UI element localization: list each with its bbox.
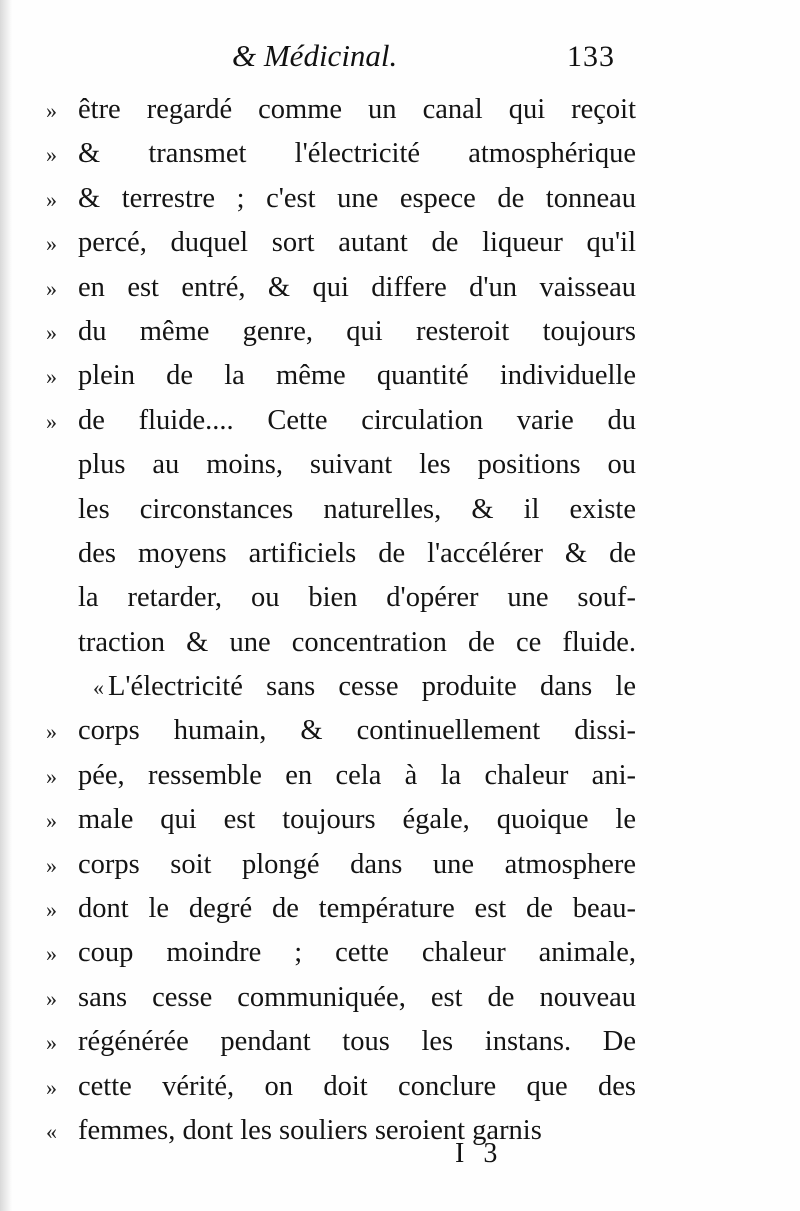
line-text: dont le degré de température est de beau- [78, 893, 636, 925]
line-text: femmes, dont les souliers seroient garnis [78, 1114, 542, 1146]
text-line [46, 665, 636, 709]
line-text: plus au moins, suivant les positions ou [78, 449, 636, 481]
text-line [46, 354, 636, 398]
text-line [46, 488, 636, 532]
text-line [46, 310, 636, 354]
line-text: traction & une concentration de ce fluide. [78, 626, 636, 658]
quote-mark: » [46, 319, 57, 345]
text-line [46, 1065, 636, 1109]
quote-mark: » [46, 408, 57, 434]
quote-mark: « [46, 1118, 57, 1144]
page-number: 133 [567, 40, 615, 73]
line-text: sans cesse communiquée, est de nouveau [78, 981, 636, 1013]
text-line [46, 443, 636, 487]
page-footer [0, 1138, 800, 1178]
text-line [46, 976, 636, 1020]
quote-mark: » [46, 808, 57, 834]
quote-mark: » [46, 852, 57, 878]
text-line [46, 887, 636, 931]
line-text: de fluide.... Cette circulation varie du [78, 404, 636, 436]
body-text [46, 88, 636, 1153]
line-text: cette vérité, on doit conclure que des [78, 1070, 636, 1102]
quote-mark: » [46, 1074, 57, 1100]
line-text: male qui est toujours égale, quoique le [78, 804, 636, 836]
line-text: corps soit plongé dans une atmosphere [78, 848, 636, 880]
text-line [46, 177, 636, 221]
quote-mark: » [46, 763, 57, 789]
text-line [46, 931, 636, 975]
text-line [46, 266, 636, 310]
line-text: & transmet l'électricité atmosphérique [78, 138, 636, 170]
text-line [46, 532, 636, 576]
line-text: du même genre, qui resteroit toujours [78, 315, 636, 347]
line-text: percé, duquel sort autant de liqueur qu'il [78, 227, 636, 259]
line-text: les circonstances naturelles, & il existe [78, 493, 636, 525]
text-line [46, 843, 636, 887]
quote-mark: » [46, 142, 57, 168]
line-text: L'électricité sans cesse produite dans le [108, 671, 636, 703]
quote-mark: » [46, 98, 57, 123]
line-text: pée, ressemble en cela à la chaleur ani- [78, 759, 636, 791]
quote-mark: » [46, 364, 57, 390]
text-line [46, 221, 636, 265]
line-text: en est entré, & qui differe d'un vaisseau [78, 271, 636, 303]
quote-mark: » [46, 941, 57, 967]
text-line [46, 1020, 636, 1064]
line-text: régénérée pendant tous les instans. De [78, 1026, 636, 1058]
text-line [46, 621, 636, 665]
text-line [46, 754, 636, 798]
line-text: la retarder, ou bien d'opérer une souf- [78, 582, 636, 614]
text-line [46, 132, 636, 176]
quote-mark: » [46, 719, 57, 745]
quote-mark: » [46, 275, 57, 301]
page-header [0, 38, 800, 82]
quote-mark: » [46, 897, 57, 923]
text-line [46, 798, 636, 842]
line-text: coup moindre ; cette chaleur animale, [78, 937, 636, 969]
text-line [46, 399, 636, 443]
running-title: & Médicinal. [232, 38, 398, 73]
text-line [46, 709, 636, 753]
text-line [46, 88, 636, 132]
signature-mark: I 3 [455, 1138, 504, 1169]
quote-mark: « [93, 675, 104, 701]
line-text: plein de la même quantité individuelle [78, 360, 636, 392]
text-line [46, 576, 636, 620]
line-text: être regardé comme un canal qui reçoit [78, 94, 636, 125]
line-text: corps humain, & continuellement dissi- [78, 715, 636, 747]
page-left-edge-shadow [0, 0, 12, 1211]
line-text: des moyens artificiels de l'accélérer & de [78, 537, 636, 569]
quote-mark: » [46, 231, 57, 257]
quote-mark: » [46, 186, 57, 212]
line-text: & terrestre ; c'est une espece de tonneau [78, 182, 636, 214]
quote-mark: » [46, 985, 57, 1011]
quote-mark: » [46, 1030, 57, 1056]
